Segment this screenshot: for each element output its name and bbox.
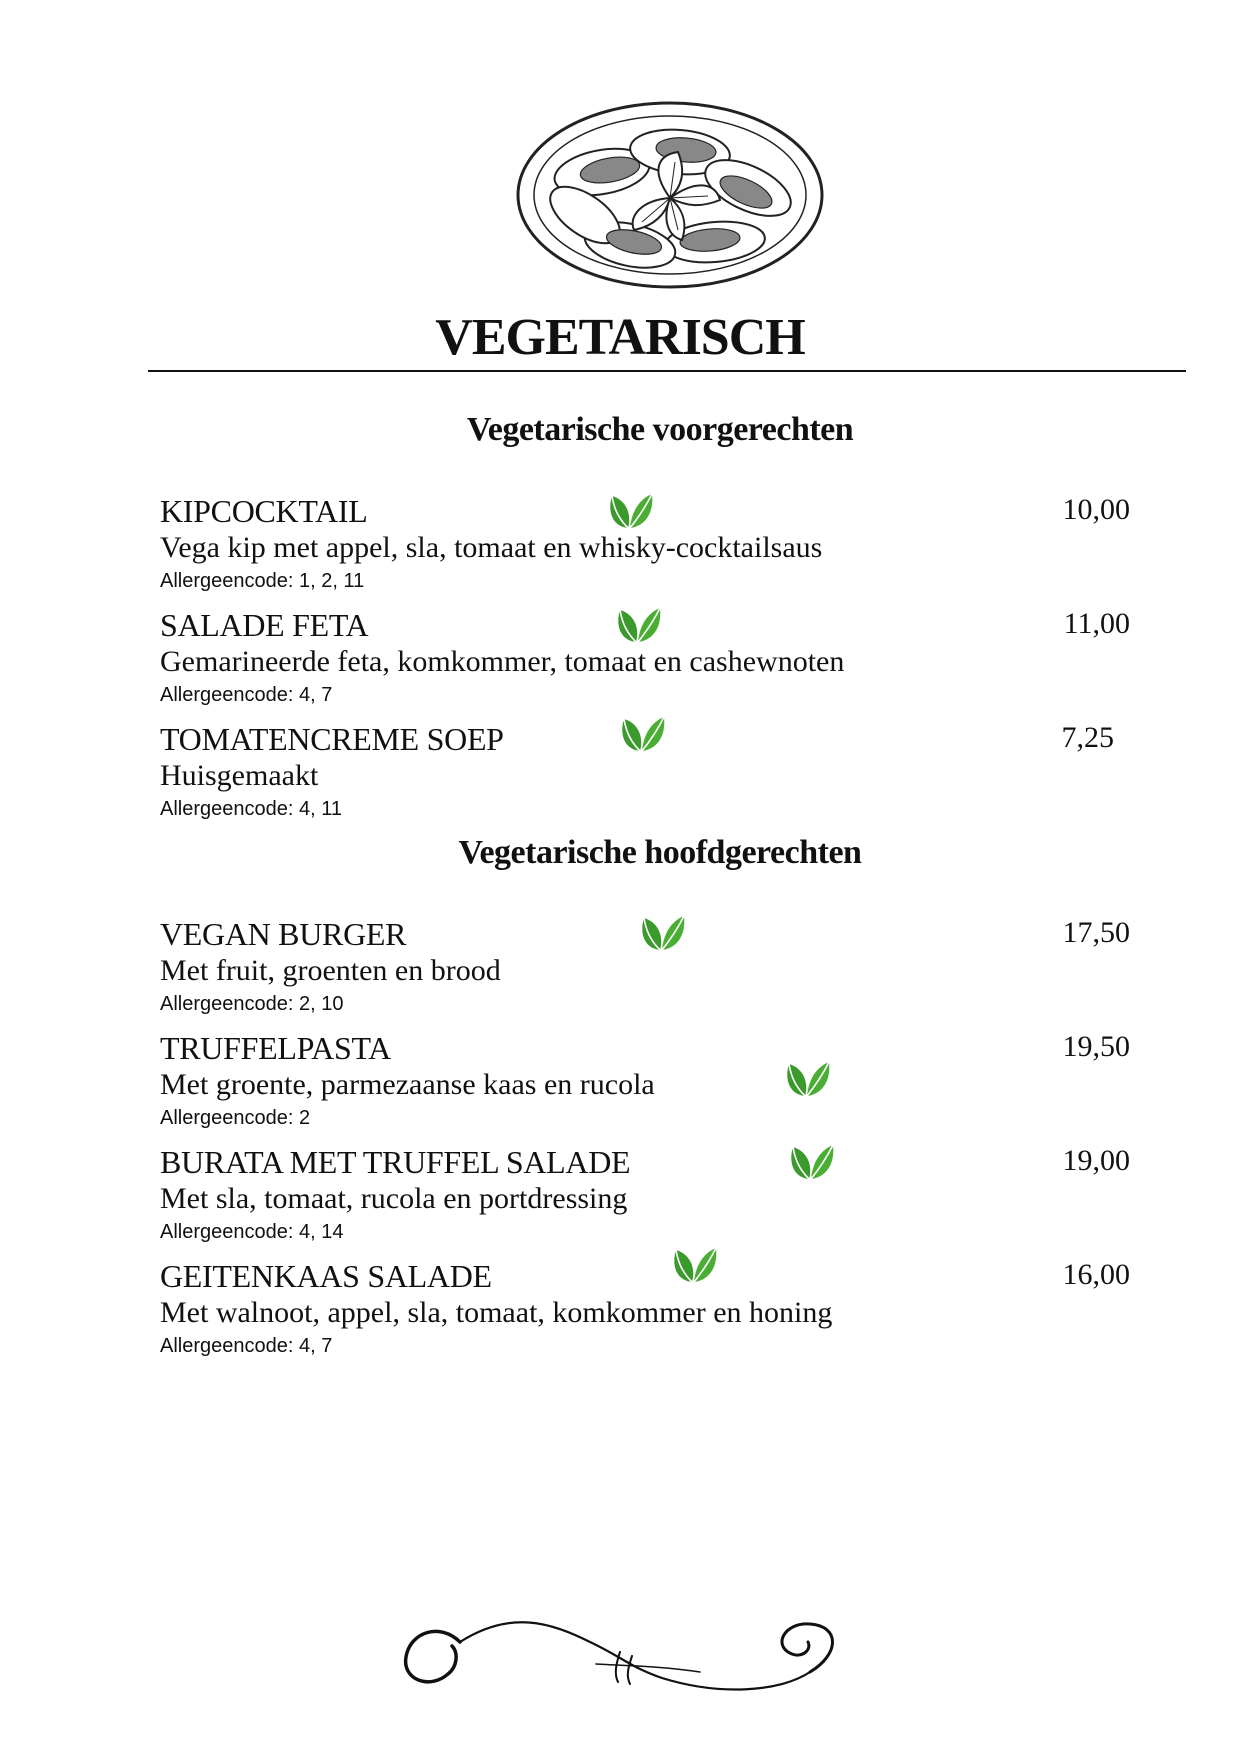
item-price: 10,00 (1062, 493, 1130, 526)
leaf-icon (606, 490, 654, 532)
item-description: Vega kip met appel, sla, tomaat en whisky-cocktailsaus (160, 531, 823, 564)
title-divider (148, 370, 1186, 372)
item-price: 19,50 (1062, 1030, 1130, 1063)
item-price: 7,25 (1061, 721, 1114, 754)
leaf-icon (614, 604, 662, 646)
item-price: 11,00 (1063, 607, 1130, 640)
item-name: GEITENKAAS SALADE (160, 1258, 492, 1294)
menu-item (160, 1144, 1140, 1254)
item-allergens: Allergeencode: 4, 7 (160, 1335, 333, 1357)
item-allergens: Allergeencode: 1, 2, 11 (160, 570, 365, 592)
menu-item (160, 1030, 1140, 1140)
item-description: Gemarineerde feta, komkommer, tomaat en cashewnoten (160, 645, 845, 678)
item-description: Met sla, tomaat, rucola en portdressing (160, 1182, 628, 1215)
item-description: Met walnoot, appel, sla, tomaat, komkommer en honing (160, 1296, 833, 1329)
item-price: 16,00 (1062, 1258, 1130, 1291)
item-description: Huisgemaakt (160, 759, 319, 792)
leaf-icon (618, 713, 666, 755)
item-allergens: Allergeencode: 4, 14 (160, 1221, 344, 1243)
item-allergens: Allergeencode: 4, 11 (160, 798, 342, 820)
leaf-icon (783, 1058, 831, 1100)
page-title: VEGETARISCH (435, 309, 805, 366)
item-description: Met groente, parmezaanse kaas en rucola (160, 1068, 655, 1101)
item-description: Met fruit, groenten en brood (160, 954, 501, 987)
section-title-hoofdgerechten: Vegetarische hoofdgerechten (458, 834, 862, 871)
item-allergens: Allergeencode: 2 (160, 1107, 311, 1129)
flourish-ornament-icon (400, 1612, 850, 1694)
leaf-icon (638, 912, 686, 954)
section-title-voorgerechten: Vegetarische voorgerechten (466, 411, 854, 448)
item-price: 19,00 (1062, 1144, 1130, 1177)
item-name: SALADE FETA (160, 607, 369, 643)
item-name: KIPCOCKTAIL (160, 493, 368, 529)
plate-illustration-icon (510, 100, 830, 300)
menu-item (160, 1258, 1140, 1368)
item-price: 17,50 (1062, 916, 1130, 949)
leaf-icon (670, 1244, 718, 1286)
item-name: TRUFFELPASTA (160, 1030, 391, 1066)
item-name: BURATA MET TRUFFEL SALADE (160, 1144, 631, 1180)
leaf-icon (787, 1141, 835, 1183)
item-allergens: Allergeencode: 2, 10 (160, 993, 344, 1015)
item-name: VEGAN BURGER (160, 916, 407, 952)
item-name: TOMATENCREME SOEP (160, 721, 504, 757)
item-allergens: Allergeencode: 4, 7 (160, 684, 333, 706)
